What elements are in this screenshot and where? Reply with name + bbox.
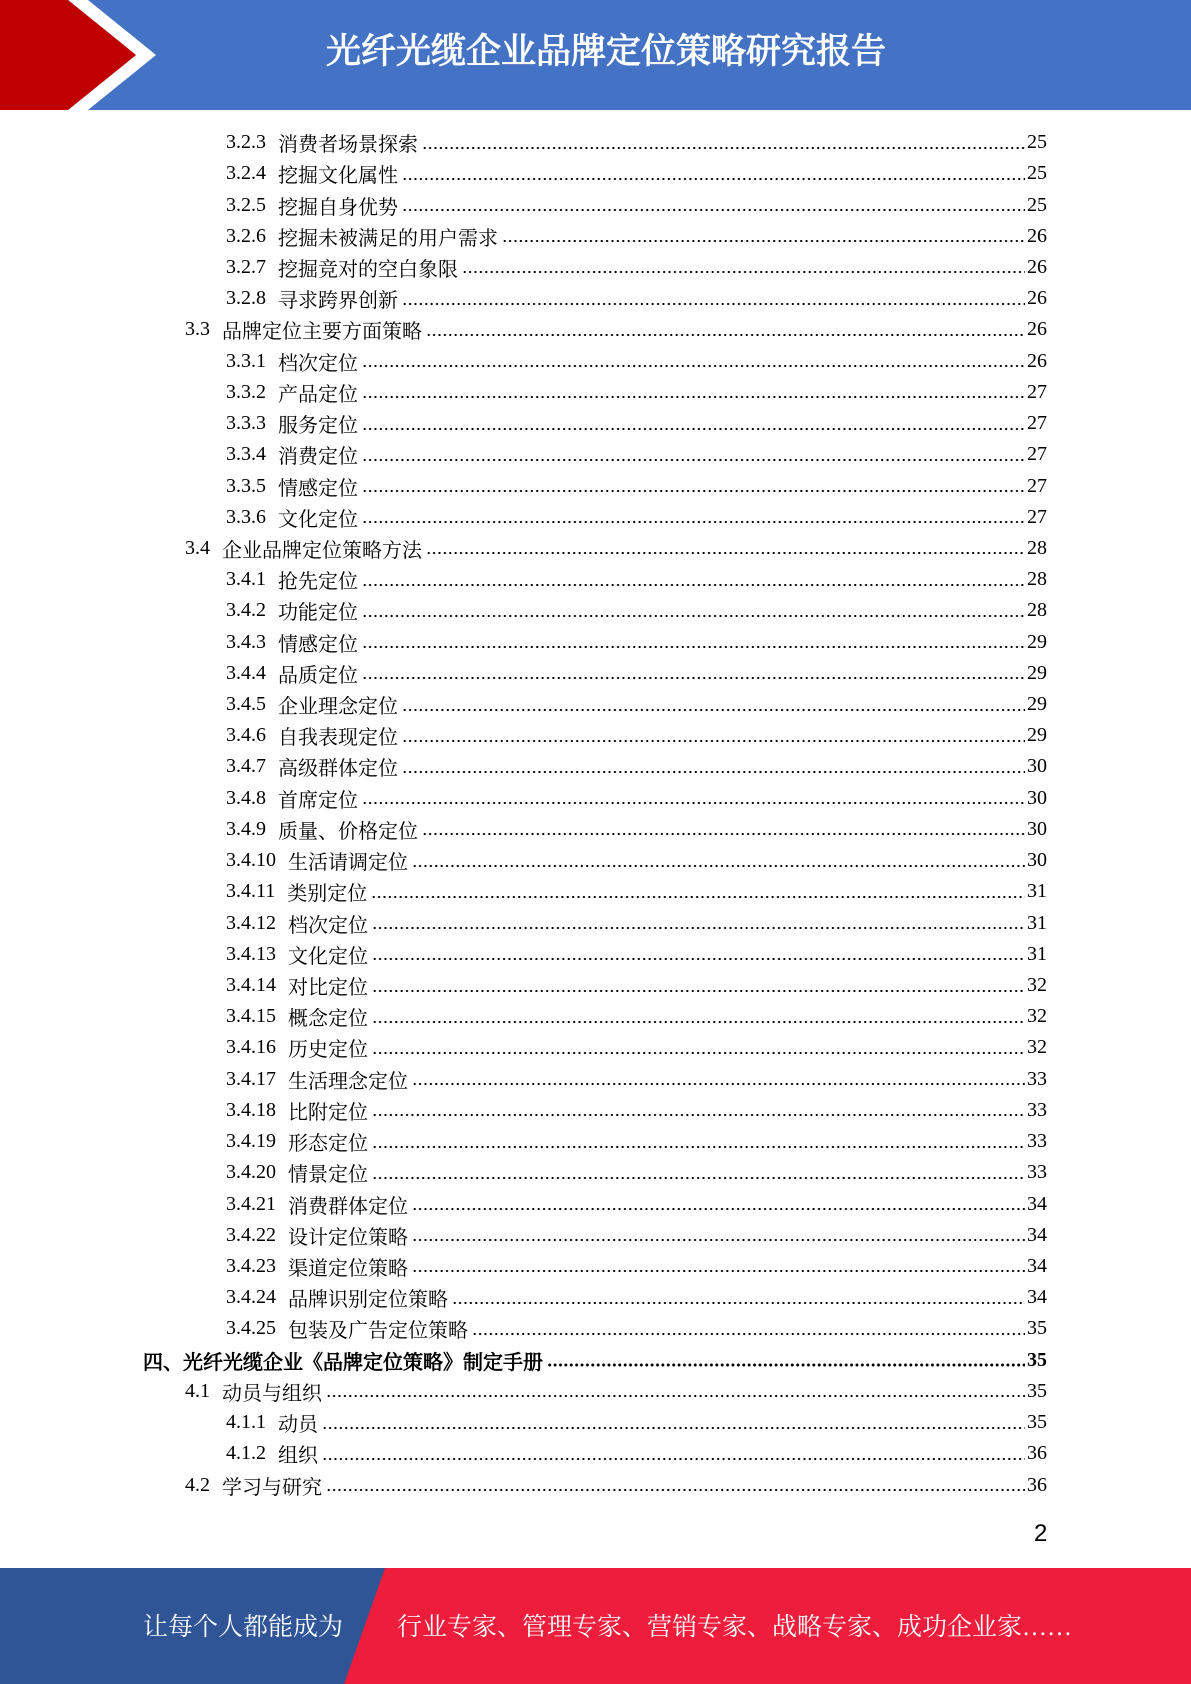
toc-entry-number: 3.3.5 [226,474,266,497]
toc-dot-leader [412,1259,1025,1273]
toc-dot-leader [362,417,1025,431]
toc-dot-leader [426,323,1025,337]
toc-entry-page-number: 25 [1027,131,1047,154]
toc-entry-page-number: 35 [1027,1379,1047,1402]
toc-entry-page-number: 28 [1027,568,1047,591]
toc-entry-title: 挖掘未被满足的用户需求 [278,227,498,250]
toc-entry-number: 3.4.21 [226,1192,276,1215]
toc-entry-number: 3.4.18 [226,1098,276,1121]
toc-entry-page-number: 28 [1027,599,1047,622]
toc-dot-leader [426,541,1025,555]
toc-entry [0,1188,1191,1219]
toc-entry [0,970,1191,1001]
toc-dot-leader [547,1353,1025,1367]
toc-entry [0,502,1191,533]
toc-dot-leader [412,1072,1025,1086]
toc-entry-title: 历史定位 [288,1039,368,1062]
toc-entry [0,564,1191,595]
toc-entry-page-number: 36 [1027,1473,1047,1496]
toc-entry [0,1126,1191,1157]
toc-entry [0,751,1191,782]
toc-entry-page-number: 26 [1027,287,1047,310]
toc-entry-title: 比附定位 [288,1101,368,1124]
toc-entry [0,1313,1191,1344]
toc-entry-title: 自我表现定位 [278,727,398,750]
toc-entry-number: 3.4.16 [226,1036,276,1059]
toc-dot-leader [372,1010,1025,1024]
page-header [0,0,1191,110]
toc-entry-number: 3.4 [185,536,210,559]
toc-entry-title: 挖掘文化属性 [278,165,398,188]
toc-dot-leader [422,822,1025,836]
toc-entry [0,158,1191,189]
toc-entry [0,439,1191,470]
toc-entry-page-number: 33 [1027,1067,1047,1090]
toc-entry-title: 文化定位 [288,945,368,968]
toc-entry-title: 生活请调定位 [288,852,408,875]
toc-entry-number: 3.4.22 [226,1223,276,1246]
toc-dot-leader [452,1291,1025,1305]
toc-entry-number: 3.3.6 [226,505,266,528]
toc-entry-number: 3.3.1 [226,349,266,372]
toc-entry [0,470,1191,501]
toc-dot-leader [372,1135,1025,1149]
toc-entry-title: 企业理念定位 [278,696,398,719]
toc-dot-leader [402,698,1025,712]
toc-entry-title: 消费者场景探索 [278,134,418,157]
toc-entry-number: 3.4.25 [226,1317,276,1340]
toc-entry-page-number: 36 [1027,1442,1047,1465]
toc-entry-page-number: 30 [1027,755,1047,778]
toc-entry-page-number: 26 [1027,224,1047,247]
toc-entry-title: 品牌定位主要方面策略 [222,321,422,344]
toc-entry-number: 3.4.2 [226,599,266,622]
toc-entry-page-number: 34 [1027,1192,1047,1215]
toc-entry-page-number: 29 [1027,630,1047,653]
toc-entry-title: 产品定位 [278,383,358,406]
toc-entry-number: 3.4.1 [226,568,266,591]
toc-entry-number: 3.4.5 [226,693,266,716]
toc-dot-leader [362,448,1025,462]
toc-entry [0,783,1191,814]
toc-entry [0,1001,1191,1032]
table-of-contents [0,127,1191,1501]
toc-entry-page-number: 33 [1027,1161,1047,1184]
toc-entry-page-number: 27 [1027,474,1047,497]
toc-entry [0,283,1191,314]
toc-entry-title: 生活理念定位 [288,1070,408,1093]
toc-dot-leader [322,1447,1025,1461]
toc-entry-number: 3.4.14 [226,974,276,997]
toc-entry-number: 3.4.11 [226,880,276,903]
toc-entry-number: 3.4.24 [226,1286,276,1309]
toc-entry-page-number: 26 [1027,255,1047,278]
toc-dot-leader [422,136,1025,150]
footer-slogan-right: 行业专家、管理专家、营销专家、战略专家、成功企业家…… [397,1614,1073,1641]
toc-dot-leader [502,229,1025,243]
toc-entry-number: 3.4.3 [226,630,266,653]
toc-entry [0,658,1191,689]
toc-entry [0,627,1191,658]
toc-entry-number: 3.2.6 [226,224,266,247]
toc-entry [0,1469,1191,1500]
toc-dot-leader [372,947,1025,961]
toc-dot-leader [402,198,1025,212]
toc-dot-leader [362,385,1025,399]
toc-entry-title: 档次定位 [278,352,358,375]
toc-entry [0,314,1191,345]
toc-dot-leader [362,666,1025,680]
toc-entry-title: 功能定位 [278,602,358,625]
toc-entry-title: 对比定位 [288,977,368,1000]
toc-dot-leader [362,354,1025,368]
toc-entry [0,377,1191,408]
toc-dot-leader [322,1416,1025,1430]
toc-entry-number: 3.4.13 [226,942,276,965]
toc-dot-leader [326,1478,1025,1492]
toc-entry-number: 3.2.8 [226,287,266,310]
toc-entry-title: 文化定位 [278,508,358,531]
toc-entry-title: 动员 [278,1414,318,1437]
toc-entry [0,876,1191,907]
toc-entry-title: 消费定位 [278,446,358,469]
toc-entry-title: 寻求跨界创新 [278,290,398,313]
toc-entry-title: 消费群体定位 [288,1195,408,1218]
toc-entry-number: 3.3.4 [226,443,266,466]
toc-entry-page-number: 25 [1027,193,1047,216]
footer-slogan-left: 让每个人都能成为 [143,1614,344,1641]
toc-entry-page-number: 35 [1027,1348,1047,1371]
toc-dot-leader [372,1041,1025,1055]
toc-entry-number: 3.4.15 [226,1005,276,1028]
toc-entry-number: 3.3.3 [226,412,266,435]
toc-entry-number: 3.2.3 [226,131,266,154]
toc-entry-number: 3.3.2 [226,380,266,403]
toc-entry-page-number: 27 [1027,505,1047,528]
toc-dot-leader [362,573,1025,587]
toc-dot-leader [402,292,1025,306]
toc-entry-page-number: 27 [1027,443,1047,466]
toc-entry-title: 情景定位 [288,1164,368,1187]
toc-entry-page-number: 33 [1027,1130,1047,1153]
toc-dot-leader [412,1228,1025,1242]
toc-entry-page-number: 30 [1027,849,1047,872]
toc-entry-title: 情感定位 [278,633,358,656]
toc-entry-page-number: 31 [1027,911,1047,934]
toc-entry [0,1407,1191,1438]
toc-entry-page-number: 34 [1027,1223,1047,1246]
toc-entry [0,907,1191,938]
toc-entry [0,1251,1191,1282]
toc-entry-title: 光纤光缆企业《品牌定位策略》制定手册 [183,1351,543,1374]
toc-entry-title: 设计定位策略 [288,1226,408,1249]
toc-entry-number: 3.4.10 [226,849,276,872]
toc-entry [0,1438,1191,1469]
toc-entry-number: 3.4.7 [226,755,266,778]
toc-entry-number: 3.2.4 [226,162,266,185]
toc-entry-number: 4.1 [185,1379,210,1402]
toc-entry-number: 3.4.19 [226,1130,276,1153]
toc-entry-number: 四、 [143,1351,183,1374]
toc-entry-page-number: 32 [1027,974,1047,997]
toc-entry [0,189,1191,220]
toc-dot-leader [362,510,1025,524]
toc-entry [0,814,1191,845]
toc-entry-title: 动员与组织 [222,1382,322,1405]
toc-entry-title: 形态定位 [288,1133,368,1156]
toc-entry [0,346,1191,377]
toc-entry-number: 3.4.6 [226,724,266,747]
toc-entry [0,939,1191,970]
toc-entry-page-number: 29 [1027,661,1047,684]
toc-entry-page-number: 30 [1027,817,1047,840]
toc-entry-title: 组织 [278,1445,318,1468]
toc-entry [0,1220,1191,1251]
toc-entry-number: 3.4.4 [226,661,266,684]
toc-dot-leader [472,1322,1025,1336]
toc-dot-leader [371,885,1025,899]
toc-entry-page-number: 34 [1027,1254,1047,1277]
toc-entry-page-number: 34 [1027,1286,1047,1309]
toc-entry-title: 学习与研究 [222,1476,322,1499]
page-footer [0,1568,1191,1684]
toc-dot-leader [412,1197,1025,1211]
toc-entry [0,221,1191,252]
toc-entry [0,252,1191,283]
toc-entry [0,1032,1191,1063]
toc-entry-number: 3.4.8 [226,786,266,809]
toc-entry [0,1282,1191,1313]
toc-entry [0,845,1191,876]
toc-entry-title: 服务定位 [278,415,358,438]
toc-entry-number: 3.3 [185,318,210,341]
toc-entry-page-number: 31 [1027,880,1047,903]
toc-entry-page-number: 29 [1027,693,1047,716]
toc-entry-title: 类别定位 [287,883,368,906]
toc-entry [0,1345,1191,1376]
toc-entry-number: 3.4.20 [226,1161,276,1184]
toc-entry-page-number: 31 [1027,942,1047,965]
toc-entry-page-number: 32 [1027,1036,1047,1059]
toc-entry-number: 3.4.9 [226,817,266,840]
toc-dot-leader [402,760,1025,774]
toc-dot-leader [402,729,1025,743]
toc-dot-leader [462,260,1025,274]
toc-entry-page-number: 25 [1027,162,1047,185]
toc-entry-page-number: 33 [1027,1098,1047,1121]
toc-entry-number: 3.2.7 [226,255,266,278]
toc-dot-leader [372,979,1025,993]
toc-dot-leader [402,167,1025,181]
toc-entry [0,533,1191,564]
toc-entry-number: 4.1.2 [226,1442,266,1465]
toc-entry [0,408,1191,439]
toc-entry-page-number: 28 [1027,536,1047,559]
toc-entry-title: 品牌识别定位策略 [288,1289,448,1312]
toc-dot-leader [362,635,1025,649]
toc-dot-leader [362,791,1025,805]
toc-entry-title: 高级群体定位 [278,758,398,781]
toc-dot-leader [372,916,1025,930]
toc-entry-title: 挖掘自身优势 [278,196,398,219]
toc-entry [0,127,1191,158]
toc-entry-page-number: 32 [1027,1005,1047,1028]
toc-entry-page-number: 26 [1027,318,1047,341]
toc-entry-number: 4.1.1 [226,1411,266,1434]
toc-entry [0,1376,1191,1407]
document-title: 光纤光缆企业品牌定位策略研究报告 [325,32,886,71]
toc-entry-number: 3.2.5 [226,193,266,216]
toc-entry-title: 首席定位 [278,789,358,812]
toc-entry-number: 4.2 [185,1473,210,1496]
toc-entry-page-number: 30 [1027,786,1047,809]
toc-entry-number: 3.4.12 [226,911,276,934]
page-number: 2 [1034,1520,1048,1547]
toc-entry-number: 3.4.23 [226,1254,276,1277]
toc-entry-title: 渠道定位策略 [288,1257,408,1280]
toc-entry-title: 品质定位 [278,664,358,687]
toc-entry-title: 包装及广告定位策略 [288,1320,468,1343]
toc-entry-title: 挖掘竞对的空白象限 [278,258,458,281]
toc-dot-leader [412,854,1025,868]
toc-dot-leader [362,479,1025,493]
toc-dot-leader [372,1103,1025,1117]
toc-entry-title: 抢先定位 [278,571,358,594]
toc-entry-title: 概念定位 [288,1008,368,1031]
toc-entry-page-number: 27 [1027,380,1047,403]
toc-entry [0,1064,1191,1095]
toc-dot-leader [326,1384,1025,1398]
toc-entry [0,595,1191,626]
toc-dot-leader [362,604,1025,618]
toc-entry [0,1095,1191,1126]
toc-entry-page-number: 26 [1027,349,1047,372]
toc-entry [0,720,1191,751]
toc-entry-title: 档次定位 [288,914,368,937]
toc-entry [0,689,1191,720]
toc-entry [0,1157,1191,1188]
toc-entry-page-number: 29 [1027,724,1047,747]
toc-entry-title: 企业品牌定位策略方法 [222,539,422,562]
toc-entry-page-number: 27 [1027,412,1047,435]
toc-entry-page-number: 35 [1027,1317,1047,1340]
toc-entry-title: 质量、价格定位 [278,820,418,843]
toc-dot-leader [372,1166,1025,1180]
toc-entry-page-number: 35 [1027,1411,1047,1434]
toc-entry-title: 情感定位 [278,477,358,500]
toc-entry-number: 3.4.17 [226,1067,276,1090]
